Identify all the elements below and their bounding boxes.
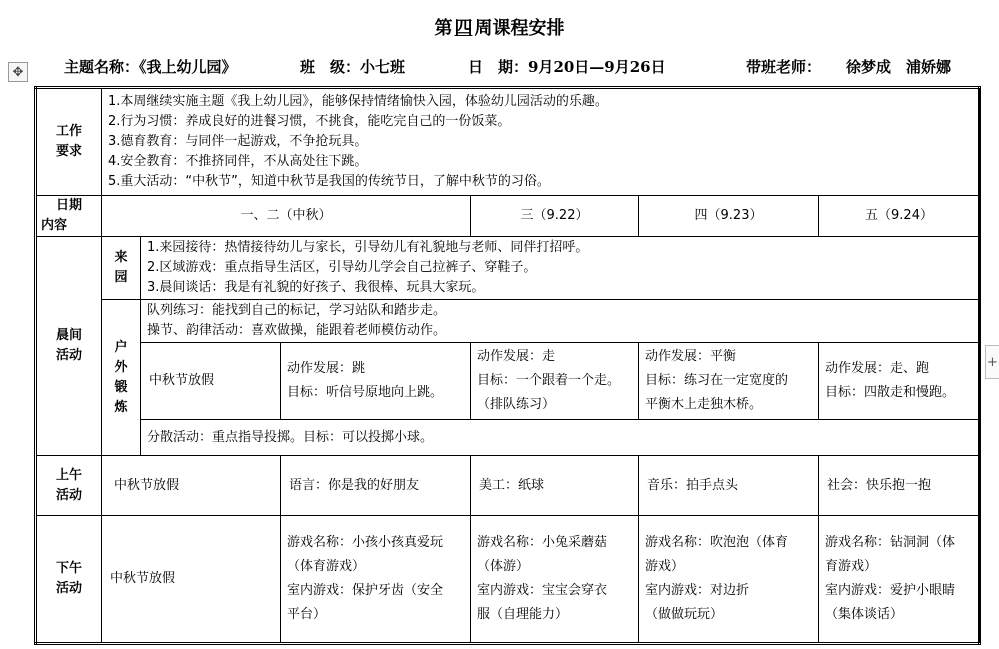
- pm-day-fri: 游戏名称：吹泡泡（体育 游戏） 室内游戏：对边折 （做做玩玩）: [639, 516, 819, 644]
- day-header-mon-tue: 一、二（中秋）: [102, 196, 471, 237]
- outdoor-exercise-label: 户 外 锻 炼: [102, 300, 141, 456]
- am-day-thu: 美工：纸球: [471, 456, 639, 516]
- am-day-mon-tue: 中秋节放假: [102, 456, 281, 516]
- date-content-label: 日期 内容: [36, 196, 102, 237]
- outdoor-day-mon-tue: 中秋节放假: [141, 343, 281, 420]
- outdoor-common-list: [141, 300, 980, 343]
- work-requirements-row: [36, 88, 980, 196]
- arrival-row: [36, 237, 980, 300]
- am-activity-row: [36, 456, 980, 516]
- scatter-activity: 分散活动：重点指导投掷。目标：可以投掷小球。: [141, 420, 980, 456]
- outdoor-day-thu: 动作发展：走 目标：一个跟着一个走。 （排队练习）: [471, 343, 639, 420]
- work-item: 1.本周继续实施主题《我上幼儿园》，能够保持情绪愉快入园，体验幼儿园活动的乐趣。: [108, 94, 608, 109]
- title-suffix: 周课程安排: [474, 18, 565, 39]
- am-activity-label: 上午 活动: [36, 456, 102, 516]
- work-item: 5.重大活动：“中秋节”，知道中秋节是我国的传统节日，了解中秋节的习俗。: [108, 174, 550, 189]
- arrival-list: [141, 237, 980, 300]
- date-range: 日 期：9月20日—9月26日: [468, 58, 666, 76]
- am-day-wed: 语言：你是我的好朋友: [281, 456, 471, 516]
- plus-icon[interactable]: +: [985, 345, 999, 379]
- date-row: [36, 196, 980, 237]
- title-prefix: 第: [434, 18, 453, 39]
- theme-name: 主题名称：《我上幼儿园》: [64, 58, 237, 76]
- outdoor-common-row: [36, 300, 980, 343]
- outdoor-day-wed: 动作发展：跳 目标：听信号原地向上跳。: [281, 343, 471, 420]
- arrival-item: 3.晨间谈话：我是有礼貌的好孩子、我很棒、玩具大家玩。: [147, 280, 485, 295]
- pm-day-wed: 游戏名称：小孩小孩真爱玩 （体育游戏） 室内游戏：保护牙齿（安全 平台）: [281, 516, 471, 644]
- work-requirements-label: 工作 要求: [36, 88, 102, 196]
- outdoor-day-sun: 动作发展：走、跑 目标：四散走和慢跑。: [819, 343, 980, 420]
- am-day-sun: 社会：快乐抱一抱: [819, 456, 980, 516]
- arrival-item: 2.区域游戏：重点指导生活区，引导幼儿学会自己拉裤子、穿鞋子。: [147, 260, 537, 275]
- pm-day-mon-tue: 中秋节放假: [102, 516, 281, 644]
- scatter-activity-row: [36, 420, 980, 456]
- day-header-fri: 五（9.24）: [819, 196, 980, 237]
- outdoor-day-fri: 动作发展：平衡 目标：练习在一定宽度的 平衡木上走独木桥。: [639, 343, 819, 420]
- move-handle-icon[interactable]: ✥: [8, 62, 28, 82]
- work-item: 3.德育教育：与同伴一起游戏，不争抢玩具。: [108, 134, 368, 149]
- arrival-item: 1.来园接待：热情接待幼儿与家长，引导幼儿有礼貌地与老师、同伴打招呼。: [147, 240, 589, 255]
- outdoor-common-item: 队列练习：能找到自己的标记，学习站队和踏步走。: [147, 303, 447, 318]
- pm-activity-row: [36, 516, 980, 644]
- work-item: 2.行为习惯：养成良好的进餐习惯，不挑食，能吃完自己的一份饭菜。: [108, 114, 511, 129]
- teachers: 徐梦成 浦娇娜: [846, 58, 952, 76]
- class-name: 班 级：小七班: [300, 58, 406, 76]
- pm-day-thu: 游戏名称：小兔采蘑菇 （体游） 室内游戏：宝宝会穿衣 服（自理能力）: [471, 516, 639, 644]
- pm-activity-label: 下午 活动: [36, 516, 102, 644]
- pm-day-sun: 游戏名称：钻洞洞（体 育游戏） 室内游戏：爱护小眼睛 （集体谈话）: [819, 516, 980, 644]
- am-day-fri: 音乐：拍手点头: [639, 456, 819, 516]
- outdoor-common-item: 操节、韵律活动：喜欢做操，能跟着老师模仿动作。: [147, 323, 447, 338]
- work-requirements-list: [102, 88, 980, 196]
- outdoor-days-row: [36, 343, 980, 420]
- day-header-wed: 三（9.22）: [471, 196, 639, 237]
- day-header-thu: 四（9.23）: [639, 196, 819, 237]
- morning-activity-label: 晨间 活动: [36, 237, 102, 456]
- teachers-label: 带班老师：: [746, 58, 822, 76]
- schedule-table: [34, 86, 981, 645]
- page-title: [0, 14, 999, 40]
- work-item: 4.安全教育：不推挤同伴，不从高处往下跳。: [108, 154, 368, 169]
- arrival-label: 来 园: [102, 237, 141, 300]
- week-number: 四: [454, 18, 473, 39]
